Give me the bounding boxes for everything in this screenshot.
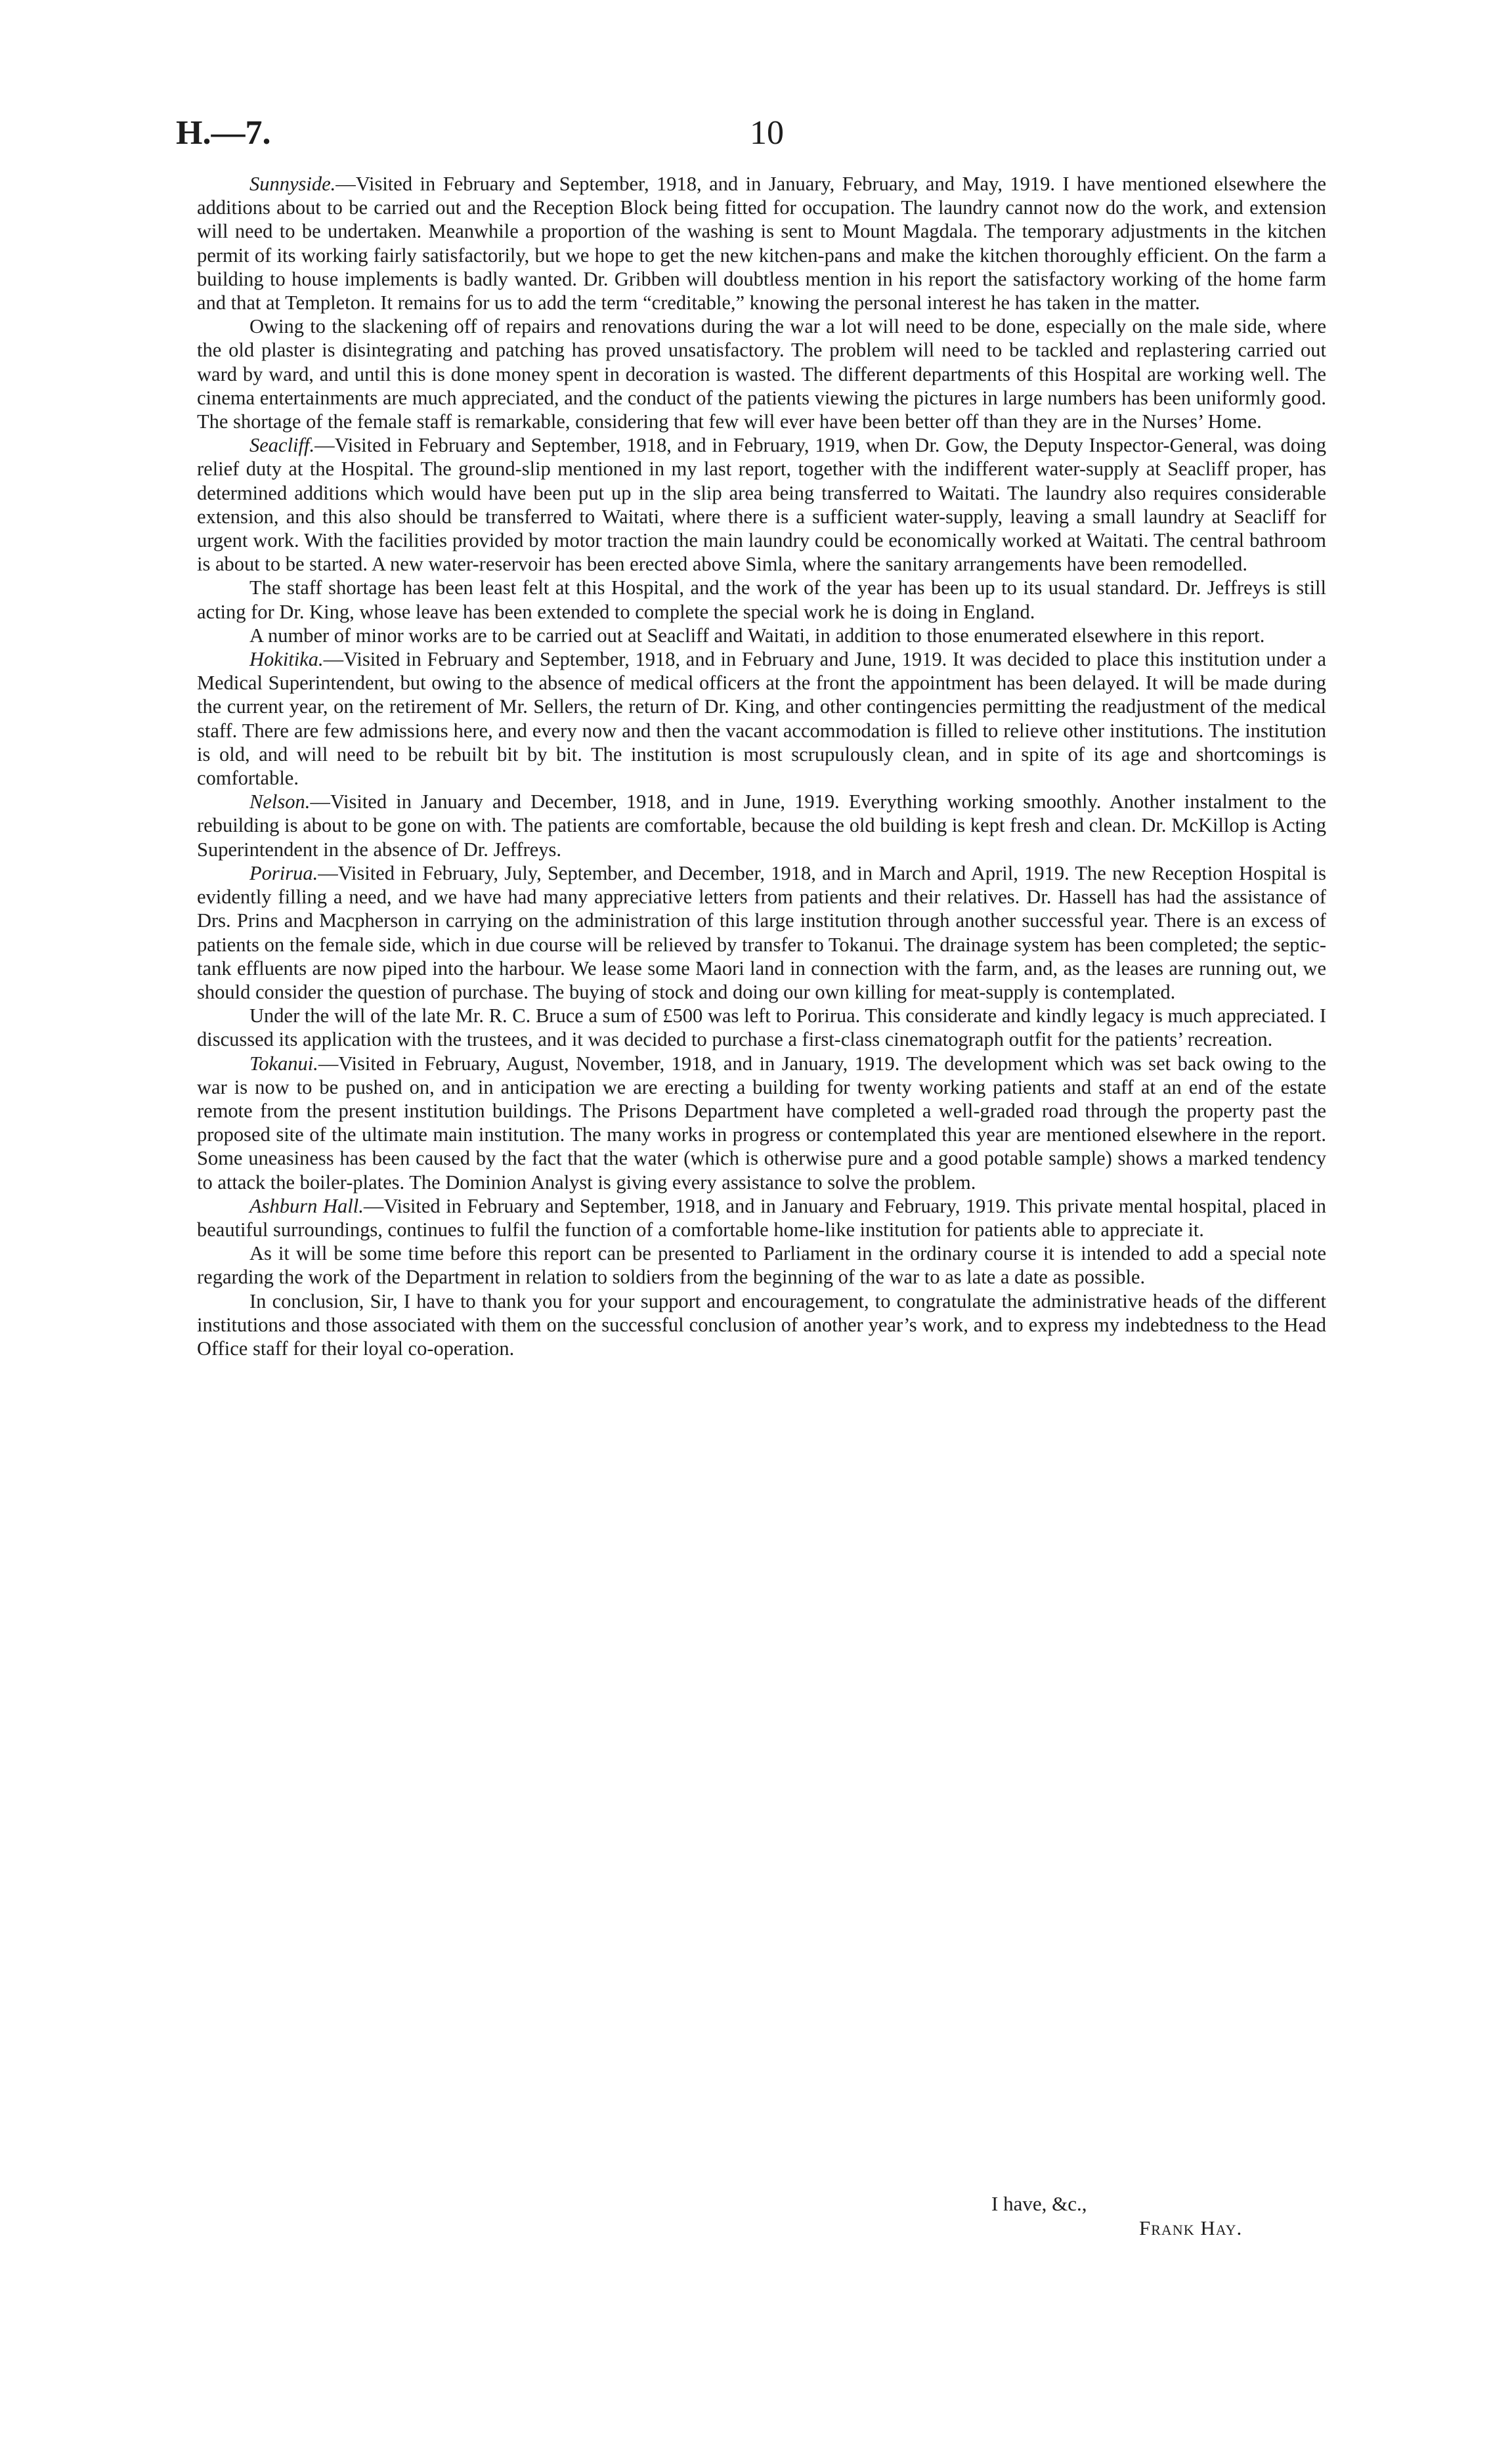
paragraph-special-note [197, 1241, 1326, 1289]
paragraph-porirua [197, 861, 1326, 1004]
sign-off: I have, &c., [991, 2192, 1087, 2215]
paragraph-text: —Visited in February and September, 1918, and in February, 1919, when Dr. Gow, the Deputy Inspector-General, was doing relief duty at the Hospital. The ground-slip mentioned in my last report, together with the indifferent water-supply at Seacliff proper, has determined additions which would have been put up in the slip area being transferred to Waitati. The laundry also requires considerable extension, and this also should be transferred to Waitati, where there is a sufficient water-supply, leaving a small laundry at Seacliff for urgent work. With the facilities provided by motor traction the main laundry could be economically worked at Waitati. The central bathroom is about to be started. A new water-reservoir has been erected above Simla, where the sanitary arrangements have been remodelled. [197, 434, 1326, 576]
paragraph-hokitika [197, 647, 1326, 790]
paragraph-text: As it will be some time before this report can be presented to Parliament in the ordinary course it is intended to add a special note regarding the work of the Department in relation to soldiers from the beginning of the war to as late a date as possible. [197, 1242, 1326, 1289]
paragraph-conclusion [197, 1289, 1326, 1361]
institution-name: Porirua. [249, 861, 318, 884]
paragraph-text: In conclusion, Sir, I have to thank you for your support and encouragement, to congratulate the administrative heads of the different institutions and those associated with them on the successful conclusion of another year’s work, and to express my indebtedness to the Head Office staff for their loyal co-operation. [197, 1289, 1326, 1360]
paragraph-text: —Visited in February and September, 1918, and in February and June, 1919. It was decided to place this institution under a Medical Superintendent, but owing to the absence of medical officers at the front the appointment has been delayed. It will be made during the current year, on the retirement of Mr. Sellers, the return of Dr. King, and other contingencies permitting the readjustment of the medical staff. There are few admissions here, and every now and then the vacant accommodation is filled to relieve other institutions. The institution is old, and will need to be rebuilt bit by bit. The institution is most scrupulously clean, and in spite of its age and shortcomings is comfortable. [197, 648, 1326, 790]
signature: Frank Hay. [1139, 2216, 1243, 2239]
paragraph-text: —Visited in February and September, 1918, and in January and February, 1919. This private mental hospital, placed in beautiful surroundings, continues to fulfil the function of a comfortable home-like institution for patients able to appreciate it. [197, 1194, 1326, 1241]
paragraph-text: —Visited in February and September, 1918, and in January, February, and May, 1919. I have mentioned elsewhere the additions about to be carried out and the Reception Block being fitted for occupation. The laundry cannot now do the work, and extension will need to be undertaken. Meanwhile a proportion of the washing is sent to Mount Magdala. The temporary adjustments in the kitchen permit of its working fairly satisfactorily, but we hope to get the new kitchen-pans and make the kitchen thoroughly efficient. On the farm a building to house implements is badly wanted. Dr. Gribben will doubtless mention in his report the satisfactory working of the home farm and that at Templeton. It remains for us to add the term “creditable,” knowing the personal interest he has taken in the matter. [197, 173, 1326, 314]
paragraph-text: —Visited in February, August, November, 1918, and in January, 1919. The development which was set back owing to the war is now to be pushed on, and in anticipation we are erecting a building for twenty working patients and staff at an end of the estate remote from the present institution buildings. The Prisons Department have completed a well-graded road through the property past the proposed site of the ultimate main institution. The many works in progress or contemplated this year are mentioned elsewhere in the report. Some uneasiness has been caused by the fact that the water (which is otherwise pure and a good potable sample) shows a marked tendency to attack the boiler-plates. The Dominion Analyst is giving every assistance to solve the problem. [197, 1052, 1326, 1194]
paragraph-tokanui [197, 1052, 1326, 1194]
institution-name: Hokitika. [249, 648, 324, 671]
paragraph-text: Owing to the slackening off of repairs and renovations during the war a lot will need to be done, especially on the male side, where the old plaster is disintegrating and patching has proved unsatisfactory. The problem will need to be tackled and replastering carried out ward by ward, and until this is done money spent in decoration is wasted. The different departments of this Hospital are working well. The cinema entertainments are much appreciated, and the conduct of the patients viewing the pictures in large numbers has been uniformly good. The shortage of the female staff is remarkable, considering that few will ever have been better off than they are in the Nurses’ Home. [197, 315, 1326, 433]
paragraph-sunnyside-repairs [197, 314, 1326, 433]
paragraph-seacliff-staff [197, 576, 1326, 623]
institution-name: Nelson. [249, 790, 311, 813]
page-number: 10 [750, 114, 784, 152]
institution-name: Sunnyside. [249, 173, 336, 195]
paragraph-text: Under the will of the late Mr. R. C. Bruce a sum of £500 was left to Porirua. This considerate and kindly legacy is much appreciated. I discussed its application with the trustees, and it was decided to purchase a first-class cinematograph outfit for the patients’ recreation. [197, 1004, 1326, 1051]
institution-name: Ashburn Hall. [249, 1194, 364, 1217]
paragraph-text: A number of minor works are to be carried out at Seacliff and Waitati, in addition to those enumerated elsewhere in this report. [249, 624, 1265, 647]
paragraph-ashburn-hall [197, 1194, 1326, 1241]
paragraph-seacliff [197, 433, 1326, 576]
institution-name: Seacliff. [249, 434, 315, 457]
paragraph-text: —Visited in February, July, September, and December, 1918, and in March and April, 1919. The new Reception Hospital is evidently filling a need, and we have had many appreciative letters from patients and their relatives. Dr. Hassell has had the assistance of Drs. Prins and Macpherson in carrying on the administration of this large institution through another successful year. There is an excess of patients on the female side, which in due course will be relieved by transfer to Tokanui. The drainage system has been completed; the septic-tank effluents are now piped into the harbour. We lease some Maori land in connection with the farm, and, as the leases are running out, we should consider the question of purchase. The buying of stock and doing our own killing for meat-supply is contemplated. [197, 861, 1326, 1003]
institution-name: Tokanui. [249, 1052, 318, 1075]
paragraph-text: —Visited in January and December, 1918, and in June, 1919. Everything working smoothly. Another instalment to the rebuilding is about to be gone on with. The patients are comfortable, because the old building is kept fresh and clean. Dr. McKillop is Acting Superintendent in the absence of Dr. Jeffreys. [197, 790, 1326, 861]
report-body [197, 172, 1326, 1360]
closing-block [919, 2191, 1313, 2240]
paragraph-porirua-legacy [197, 1004, 1326, 1051]
document-reference: H.—7. [176, 114, 271, 152]
paragraph-text: The staff shortage has been least felt at this Hospital, and the work of the year has been up to its usual standard. Dr. Jeffreys is still acting for Dr. King, whose leave has been extended to complete the special work he is doing in England. [197, 576, 1326, 623]
paragraph-sunnyside [197, 172, 1326, 314]
paragraph-nelson [197, 790, 1326, 861]
paragraph-seacliff-works [197, 624, 1326, 647]
page-header [176, 110, 1358, 156]
